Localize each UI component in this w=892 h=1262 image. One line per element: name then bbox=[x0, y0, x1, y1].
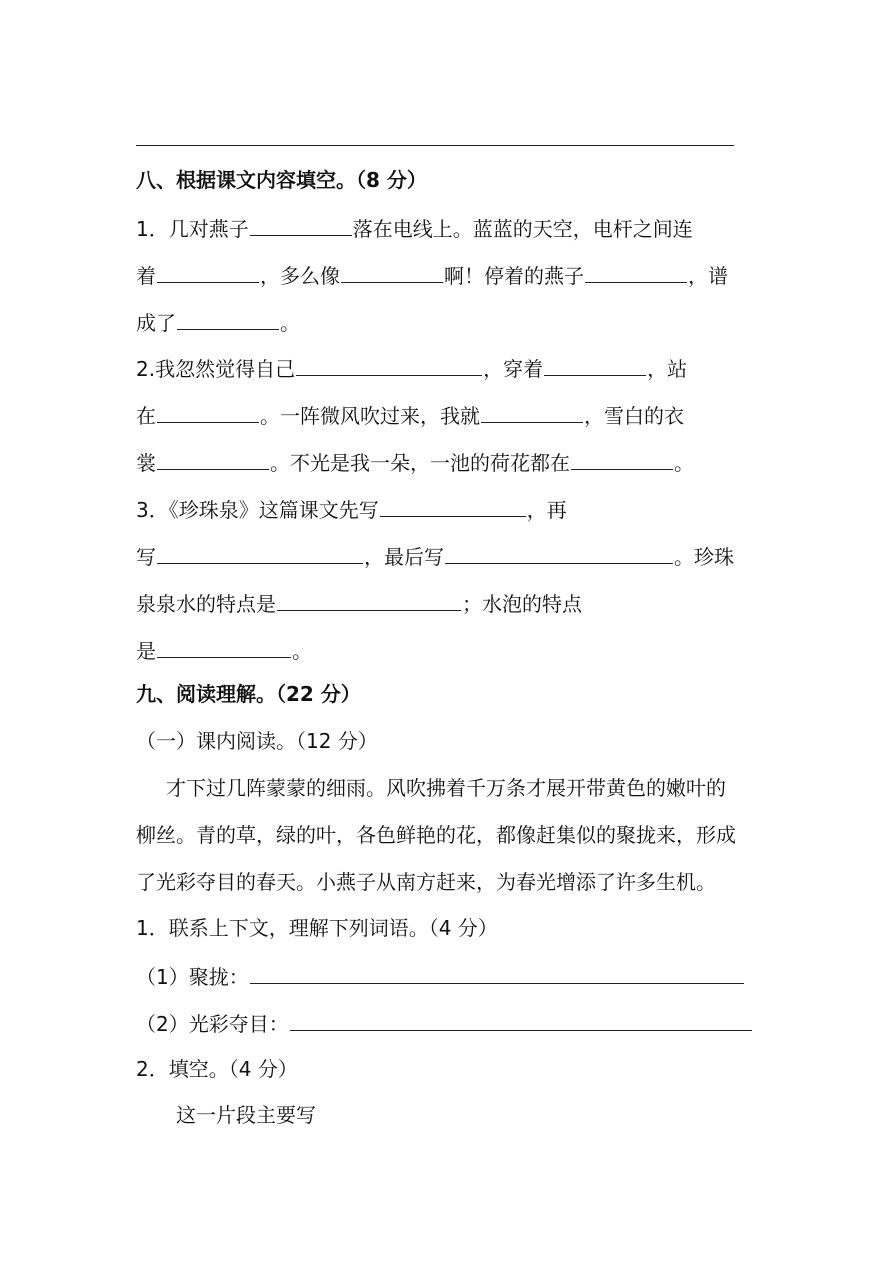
text: 着 bbox=[136, 264, 156, 288]
question-9-1: 1．联系上下文，理解下列词语。（4 分） bbox=[136, 916, 498, 940]
text: ，再 bbox=[526, 498, 567, 522]
q8-3-line-3 bbox=[136, 588, 582, 618]
vocab-item-1 bbox=[136, 961, 745, 991]
text: 写 bbox=[136, 545, 156, 569]
text: 。珍珠 bbox=[674, 545, 734, 569]
text: 在 bbox=[136, 404, 156, 428]
section-8-heading: 八、根据课文内容填空。（8 分） bbox=[136, 168, 427, 192]
passage-line: 才下过几阵蒙蒙的细雨。风吹拂着千万条才展开带黄色的嫩叶的 bbox=[166, 776, 726, 800]
answer-blank[interactable] bbox=[341, 260, 443, 283]
text: 。不光是我一朵，一池的荷花都在 bbox=[270, 451, 570, 475]
text: （2）光彩夺目： bbox=[136, 1012, 289, 1036]
text: ，谱 bbox=[688, 264, 728, 288]
text: 。一阵微风吹过来，我就 bbox=[260, 404, 480, 428]
answer-blank[interactable] bbox=[157, 541, 363, 564]
text: ，站 bbox=[647, 357, 688, 381]
q8-2-line-2 bbox=[136, 400, 684, 430]
text: 泉泉水的特点是 bbox=[136, 592, 276, 616]
answer-line[interactable] bbox=[250, 961, 744, 984]
answer-blank[interactable] bbox=[157, 635, 291, 658]
answer-line[interactable] bbox=[290, 1008, 752, 1031]
text: 3．《珍珠泉》这篇课文先写 bbox=[136, 498, 379, 522]
passage-line: 柳丝。青的草，绿的叶，各色鲜艳的花，都像赶集似的聚拢来，形成 bbox=[136, 823, 736, 847]
subsection-heading: （一）课内阅读。（12 分） bbox=[136, 729, 378, 753]
text: （1）聚拢： bbox=[136, 965, 249, 989]
text: ，多么像 bbox=[260, 264, 340, 288]
fill-prompt: 这一片段主要写 bbox=[176, 1103, 316, 1127]
text: ，最后写 bbox=[364, 545, 444, 569]
text: 1．几对燕子 bbox=[136, 217, 249, 241]
q8-2-line-1 bbox=[136, 353, 687, 383]
text: 。 bbox=[292, 639, 312, 663]
answer-blank[interactable] bbox=[481, 400, 583, 423]
answer-blank[interactable] bbox=[296, 353, 482, 376]
q8-2-line-3 bbox=[136, 447, 694, 477]
section-9-heading: 九、阅读理解。（22 分） bbox=[136, 682, 361, 706]
q8-3-line-4 bbox=[136, 635, 312, 665]
answer-blank[interactable] bbox=[571, 447, 673, 470]
passage-line: 了光彩夺目的春天。小燕子从南方赶来，为春光增添了许多生机。 bbox=[136, 870, 716, 894]
text: ，雪白的衣 bbox=[584, 404, 684, 428]
text: ，穿着 bbox=[483, 357, 544, 381]
text: 成了 bbox=[136, 311, 176, 335]
text: 落在电线上。蓝蓝的天空，电杆之间连 bbox=[352, 217, 693, 241]
answer-blank[interactable] bbox=[585, 260, 687, 283]
q8-1-line-3 bbox=[136, 307, 300, 337]
answer-blank[interactable] bbox=[277, 588, 461, 611]
answer-blank[interactable] bbox=[157, 260, 259, 283]
text: 。 bbox=[280, 311, 300, 335]
q8-1-line-1 bbox=[136, 213, 693, 243]
text: ；水泡的特点 bbox=[462, 592, 582, 616]
question-9-2: 2．填空。（4 分） bbox=[136, 1057, 298, 1081]
top-rule bbox=[136, 145, 734, 146]
text: 。 bbox=[674, 451, 694, 475]
text: 裳 bbox=[136, 451, 156, 475]
answer-blank[interactable] bbox=[177, 307, 279, 330]
answer-blank[interactable] bbox=[544, 353, 646, 376]
q8-3-line-1 bbox=[136, 494, 567, 524]
answer-blank[interactable] bbox=[445, 541, 673, 564]
vocab-item-2 bbox=[136, 1008, 753, 1038]
answer-blank[interactable] bbox=[380, 494, 526, 517]
q8-1-line-2 bbox=[136, 260, 728, 290]
text: 啊！停着的燕子 bbox=[444, 264, 584, 288]
answer-blank[interactable] bbox=[157, 400, 259, 423]
text: 是 bbox=[136, 639, 156, 663]
q8-3-line-2 bbox=[136, 541, 734, 571]
answer-blank[interactable] bbox=[157, 447, 269, 470]
text: 2.我忽然觉得自己 bbox=[136, 357, 296, 381]
answer-blank[interactable] bbox=[250, 213, 352, 236]
